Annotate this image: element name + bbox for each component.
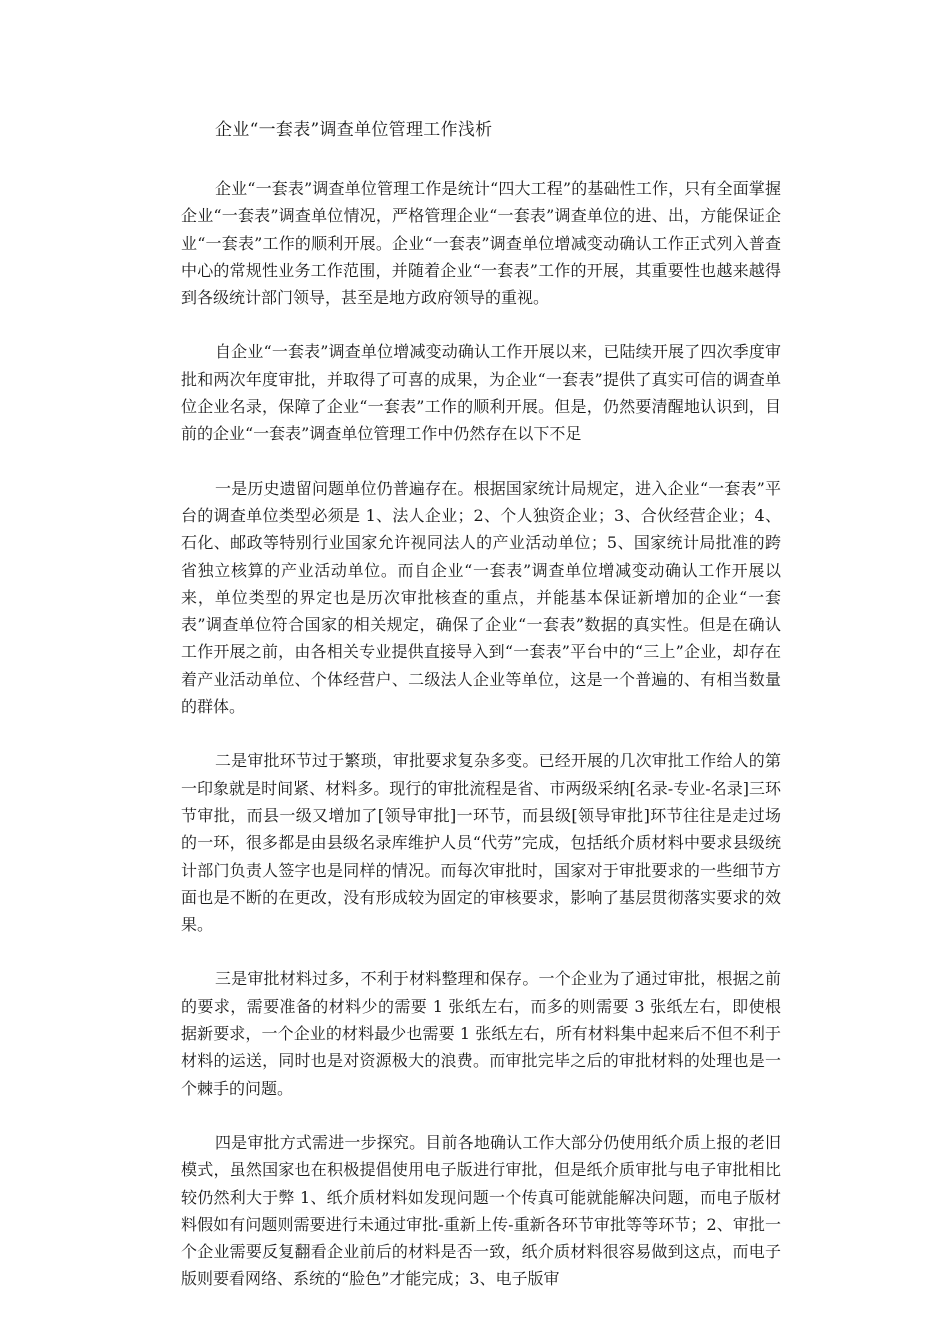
paragraph-issue-one: 一是历史遗留问题单位仍普遍存在。根据国家统计局规定，进入企业“一套表”平台的调查单位类型必须是 1、法人企业；2、个人独资企业；3、合伙经营企业；4、石化、邮政等特别行业国家允许视同法人的产业活动单位；5、国家统计局批准的跨省独立核算的产业活动单位。而自企业“一套表”调查单位增减变动确认工作开展以来，单位类型的界定也是历次审批核查的重点，并能基本保证新增加的企业“一套表”调查单位符合国家的相关规定，确保了企业“一套表”数据的真实性。但是在确认工作开展之前，由各相关专业提供直接导入到“一套表”平台中的“三上”企业，却存在着产业活动单位、个体经营户、二级法人企业等单位，这是一个普遍的、有相当数量的群体。 xyxy=(181,478,781,717)
paragraph-issue-two: 二是审批环节过于繁琐，审批要求复杂多变。已经开展的几次审批工作给人的第一印象就是时间紧、材料多。现行的审批流程是省、市两级采纳[名录-专业-名录]三环节审批，而县一级又增加了[领导审批]一环节，而县级[领导审批]环节往往是走过场的一环，很多都是由县级名录库维护人员“代劳”完成，包括纸介质材料中要求县级统计部门负责人签字也是同样的情况。而每次审批时，国家对于审批要求的一些细节方面也是不断的在更改，没有形成较为固定的审核要求，影响了基层贯彻落实要求的效果。 xyxy=(181,751,781,935)
document-title: 企业“一套表”调查单位管理工作浅析 xyxy=(215,120,493,140)
document-page xyxy=(181,116,781,1293)
paragraph-achievements: 自企业“一套表”调查单位增减变动确认工作开展以来，已陆续开展了四次季度审批和两次年度审批，并取得了可喜的成果，为企业“一套表”提供了真实可信的调查单位企业名录，保障了企业“一套表”工作的顺利开展。但是，仍然要清醒地认识到，目前的企业“一套表”调查单位管理工作中仍然存在以下不足 xyxy=(181,342,781,444)
paragraph-issue-three: 三是审批材料过多，不利于材料整理和保存。一个企业为了通过审批，根据之前的要求，需要准备的材料少的需要 1 张纸左右，而多的则需要 3 张纸左右，即使根据新要求，一个企业的材料最少也需要 1 张纸左右，所有材料集中起来后不但不利于材料的运送，同时也是对资源极大的浪费。而审批完毕之后的审批材料的处理也是一个棘手的问题。 xyxy=(181,969,781,1098)
paragraph-intro: 企业“一套表”调查单位管理工作是统计“四大工程”的基础性工作，只有全面掌握企业“一套表”调查单位情况，严格管理企业“一套表”调查单位的进、出，方能保证企业“一套表”工作的顺利开展。企业“一套表”调查单位增减变动确认工作正式列入普查中心的常规性业务工作范围，并随着企业“一套表”工作的开展，其重要性也越来越得到各级统计部门领导，甚至是地方政府领导的重视。 xyxy=(181,179,781,308)
paragraph-issue-four: 四是审批方式需进一步探究。目前各地确认工作大部分仍使用纸介质上报的老旧模式，虽然国家也在积极提倡使用电子版进行审批，但是纸介质审批与电子审批相比较仍然利大于弊 1、纸介质材料如发现问题一个传真可能就能解决问题，而电子版材料假如有问题则需要进行未通过审批-重新上传-重新各环节审批等等环节；2、审批一个企业需要反复翻看企业前后的材料是否一致，纸介质材料很容易做到这点，而电子版则要看网络、系统的“脸色”才能完成；3、电子版审 xyxy=(181,1132,781,1289)
